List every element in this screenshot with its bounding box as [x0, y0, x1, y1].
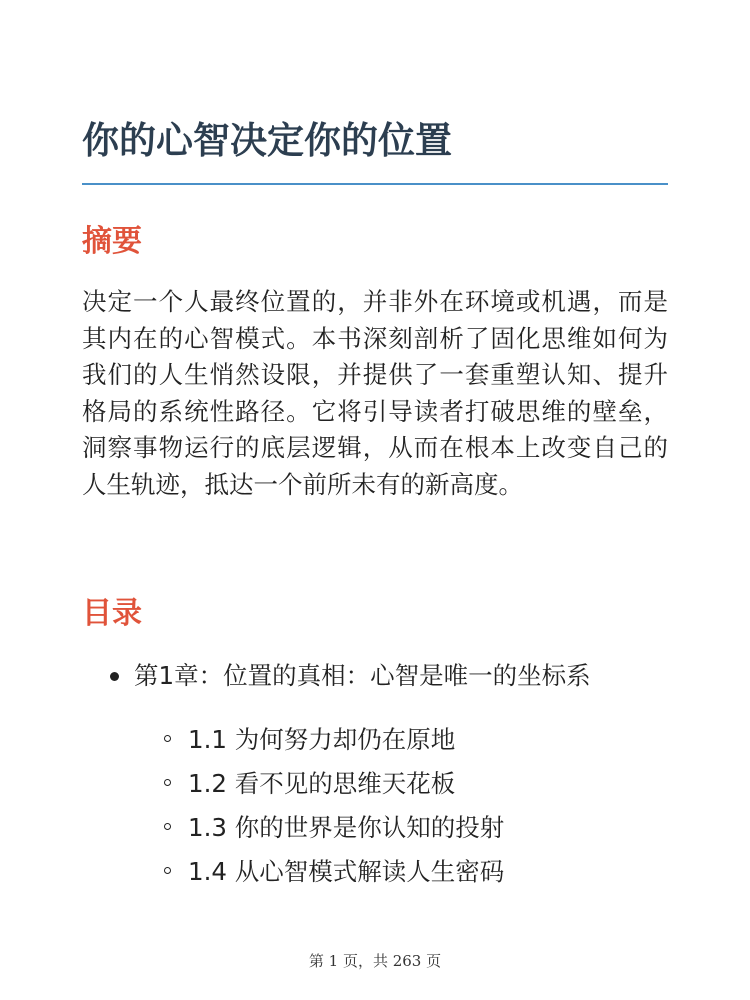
bullet-circle-icon: [164, 867, 171, 874]
toc-section-1-2: [134, 762, 668, 806]
bullet-circle-icon: [164, 779, 171, 786]
toc-section-1-4: [134, 850, 668, 894]
toc-chapter-1-sections: [134, 718, 668, 894]
document-title: 你的心智决定你的位置: [82, 119, 452, 162]
summary-heading: 摘要: [82, 224, 142, 259]
toc-section-label: 1.4 从心智模式解读人生密码: [188, 857, 505, 886]
toc-section-1-3: [134, 806, 668, 850]
bullet-circle-icon: [164, 735, 171, 742]
toc-section-label: 1.1 为何努力却仍在原地: [188, 725, 456, 754]
table-of-contents: [82, 656, 668, 894]
page-number-footer: 第 1 页，共 263 页: [308, 952, 442, 970]
bullet-circle-icon: [164, 823, 171, 830]
toc-section-label: 1.3 你的世界是你认知的投射: [188, 813, 505, 842]
summary-paragraph: 决定一个人最终位置的，并非外在环境或机遇，而是其内在的心智模式。本书深刻剖析了固化思维如何为我们的人生悄然设限，并提供了一套重塑认知、提升格局的系统性路径。它将引导读者打破思维的壁垒，洞察事物运行的底层逻辑，从而在根本上改变自己的人生轨迹，抵达一个前所未有的新高度。: [82, 287, 668, 499]
bullet-disc-icon: [110, 672, 119, 681]
toc-section-1-1: [134, 718, 668, 762]
toc-heading: 目录: [82, 596, 142, 631]
toc-section-label: 1.2 看不见的思维天花板: [188, 769, 456, 798]
toc-chapter-1: [82, 656, 668, 894]
toc-chapter-label: 第1章：位置的真相：心智是唯一的坐标系: [134, 661, 591, 690]
title-divider: [82, 183, 668, 185]
